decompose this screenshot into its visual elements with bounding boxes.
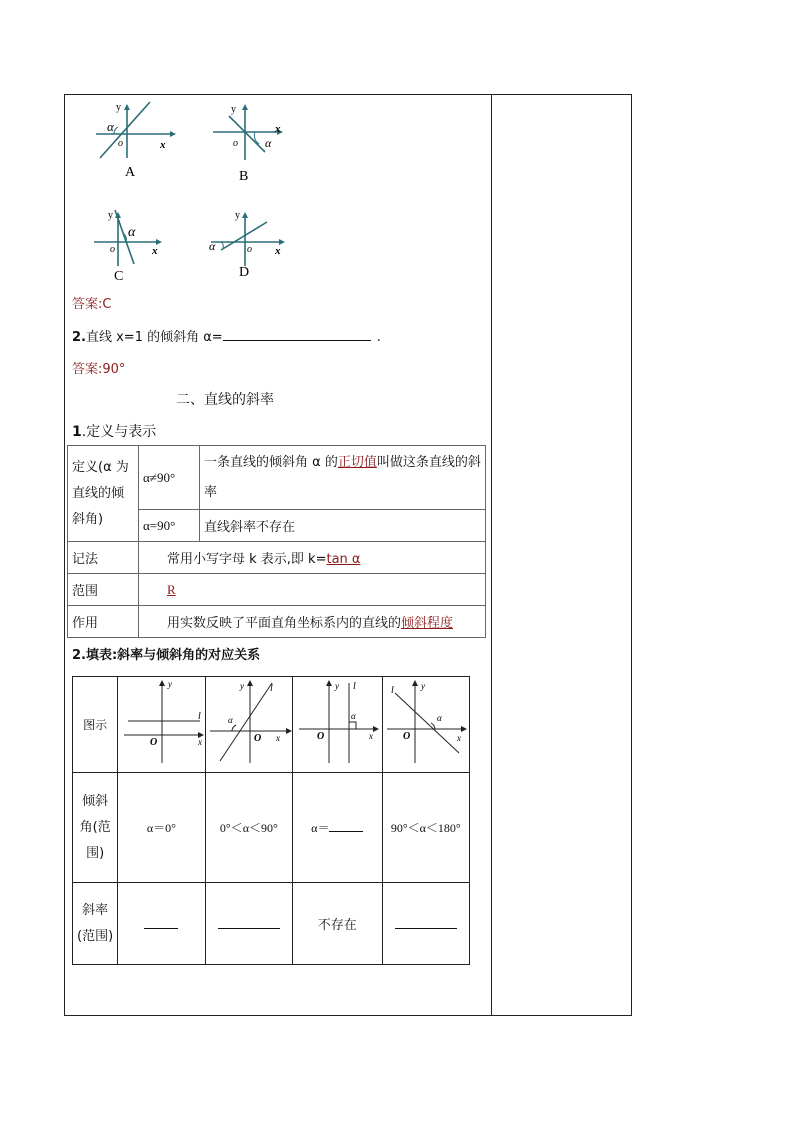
- angle-cell-3-text: α＝: [311, 821, 330, 835]
- fig-b-x: x: [275, 123, 281, 135]
- figure-c: [88, 206, 178, 286]
- angle-cell-2: 0°＜α＜90°: [205, 773, 292, 883]
- fig-c-y: y: [108, 210, 113, 221]
- slope-cell-4: [382, 883, 469, 965]
- slope-cell-2: [205, 883, 292, 965]
- fig-b-y: y: [231, 104, 236, 115]
- relation-table: [72, 676, 470, 965]
- fig-cell-1: [118, 677, 205, 773]
- fig-a-angle: α: [107, 119, 114, 134]
- question-2-text: 直线 x=1 的倾斜角 α=: [85, 330, 223, 345]
- row-label-slope: 斜率(范围): [73, 883, 118, 965]
- range-value: R: [167, 581, 176, 597]
- subheading-2: 2.填表:斜率与倾斜角的对应关系: [72, 648, 261, 663]
- def-label: 定义(α 为直线的倾斜角): [68, 446, 139, 542]
- column-divider: [491, 94, 492, 1016]
- fig2-alpha: α: [227, 715, 233, 725]
- figure-d: [205, 206, 300, 286]
- figure-a: [90, 100, 180, 180]
- fig4-l: l: [390, 685, 394, 696]
- fig-acute: [206, 677, 292, 769]
- fig-cell-2: [205, 677, 292, 773]
- range-label: 范围: [68, 574, 139, 606]
- notation-text-a: 常用小写字母 k 表示,即 k=: [167, 552, 327, 567]
- angle-cell-3: [293, 773, 382, 883]
- answer-2: 答案:90°: [72, 362, 126, 377]
- fig-vertical: [293, 677, 381, 769]
- slope-blank-2[interactable]: [218, 916, 280, 929]
- fig-d-x: x: [275, 245, 281, 257]
- fig4-alpha: α: [436, 713, 442, 723]
- subheading-1-number: 1: [72, 424, 82, 440]
- fig3-y: y: [335, 681, 340, 691]
- fig-c-caption: C: [114, 269, 124, 284]
- use-text: [139, 606, 486, 638]
- fig-b-o: o: [233, 138, 238, 149]
- angle-cell-1: α＝0°: [118, 773, 205, 883]
- row-label-angle: 倾斜角(范围): [73, 773, 118, 883]
- fig-horizontal: [118, 677, 204, 769]
- fig-a-x: x: [160, 139, 166, 151]
- fig1-l: l: [198, 711, 202, 722]
- subheading-1: [72, 421, 156, 441]
- slope-cell-1: [118, 883, 205, 965]
- fig3-alpha: α: [351, 711, 357, 721]
- range-value-cell: [139, 574, 486, 606]
- question-2-number: 2.: [72, 330, 86, 345]
- slope-cell-3: 不存在: [293, 883, 382, 965]
- fig1-o: O: [150, 737, 158, 748]
- fig2-x: x: [275, 733, 280, 743]
- slope-blank-1[interactable]: [144, 916, 178, 929]
- fig-d-caption: D: [239, 265, 250, 280]
- fig-d-y: y: [235, 210, 240, 221]
- angle-blank[interactable]: [329, 819, 363, 832]
- fig-c-angle: α: [128, 225, 136, 240]
- notation-label: 记法: [68, 542, 139, 574]
- use-text-link: 倾斜程度: [401, 616, 454, 631]
- def-cond-1: α≠90°: [139, 446, 200, 510]
- notation-text-link: tan α: [326, 552, 361, 567]
- question-2-end: .: [376, 330, 381, 345]
- fig-c-o: o: [110, 244, 115, 255]
- def-text-1: [200, 446, 486, 510]
- notation-text: [139, 542, 486, 574]
- fig-a-caption: A: [125, 165, 136, 180]
- fig-cell-4: [382, 677, 469, 773]
- slope-blank-4[interactable]: [395, 916, 457, 929]
- fig-obtuse: [383, 677, 469, 769]
- def-text-1-link: 正切值: [337, 454, 377, 470]
- figure-b: [205, 100, 300, 185]
- use-text-a: 用实数反映了平面直角坐标系内的直线的: [167, 616, 402, 631]
- fig-cell-3: [293, 677, 382, 773]
- section-title: 二、直线的斜率: [176, 392, 274, 408]
- fig-b-angle: α: [265, 136, 272, 150]
- answer-1: 答案:C: [72, 297, 112, 312]
- fig-a-y: y: [116, 102, 121, 113]
- fig3-l: l: [353, 681, 357, 692]
- fig2-y: y: [239, 681, 244, 691]
- fig4-o: O: [402, 731, 410, 742]
- subheading-1-text: .定义与表示: [81, 424, 157, 440]
- fig3-o: O: [317, 731, 325, 742]
- fig-b-caption: B: [239, 169, 249, 184]
- fig4-x: x: [456, 733, 461, 743]
- row-label-figure: 图示: [73, 677, 118, 773]
- fig2-o: O: [253, 733, 262, 744]
- fig4-y: y: [420, 681, 425, 691]
- fig2-l: l: [269, 683, 273, 694]
- fig-d-o: o: [247, 244, 252, 255]
- fig1-y: y: [168, 679, 173, 689]
- fig1-x: x: [198, 737, 203, 747]
- def-text-1b: 叫做这条直线的斜率: [204, 454, 481, 500]
- angle-cell-4: 90°＜α＜180°: [382, 773, 469, 883]
- question-2: [72, 326, 381, 345]
- def-cond-2: α=90°: [139, 510, 200, 542]
- question-2-blank[interactable]: [223, 328, 371, 341]
- definition-table: [67, 445, 486, 638]
- def-text-2: 直线斜率不存在: [200, 510, 486, 542]
- fig3-x: x: [369, 731, 374, 741]
- def-text-1a: 一条直线的倾斜角 α 的: [204, 454, 338, 470]
- fig-c-x: x: [152, 245, 158, 257]
- use-label: 作用: [68, 606, 139, 638]
- fig-d-angle: α: [209, 239, 216, 253]
- fig-a-o: o: [118, 138, 123, 149]
